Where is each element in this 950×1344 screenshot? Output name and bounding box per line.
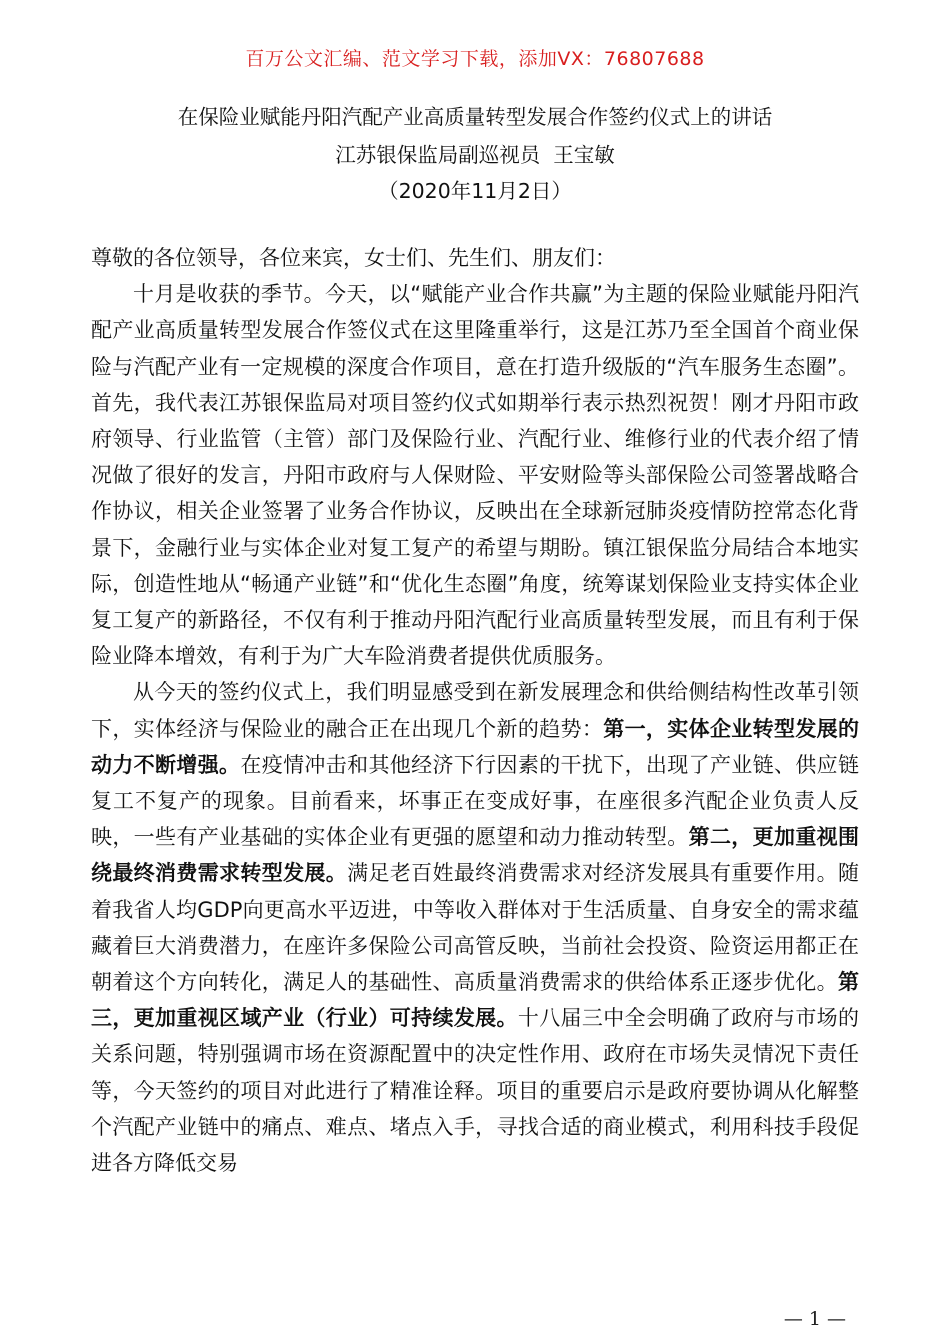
- promo-banner: 百万公文汇编、范文学习下载，添加VX：76807688: [245, 48, 705, 70]
- paragraph-2-intro: 从今天的签约仪式上，我们明显感受到在新发展理念和供给侧结构性改革引领下，实体经济与保险业的融合正在出现几个新的趋势：: [91, 680, 859, 741]
- trend-3-heading: 第三，更加重视区域产业（行业）可持续发展。: [91, 970, 859, 1031]
- speech-title: 在保险业赋能丹阳汽配产业高质量转型发展合作签约仪式上的讲话: [177, 105, 773, 129]
- paragraph-2: [91, 674, 859, 1181]
- speech-date: （2020年11月2日）: [378, 179, 572, 203]
- trend-1-text: 在疫情冲击和其他经济下行因素的干扰下，出现了产业链、供应链复工不复产的现象。目前看来，坏事正在变成好事，在座很多汽配企业负责人反映，一些有产业基础的实体企业有更强的愿望和动力推动转型。: [91, 752, 860, 850]
- speaker-line: 江苏银保监局副巡视员 王宝敏: [335, 143, 615, 167]
- paragraph-1: 十月是收获的季节。今天，以“赋能产业合作共赢”为主题的保险业赋能丹阳汽配产业高质量转型发展合作签仪式在这里隆重举行，这是江苏乃至全国首个商业保险与汽配产业有一定规模的深度合作项目，意在打造升级版的“汽车服务生态圈”。首先，我代表江苏银保监局对项目签约仪式如期举行表示热烈祝贺！刚才丹阳市政府领导、行业监管（主管）部门及保险行业、汽配行业、维修行业的代表介绍了情况做了很好的发言，丹阳市政府与人保财险、平安财险等头部保险公司签署战略合作协议，相关企业签署了业务合作协议，反映出在全球新冠肺炎疫情防控常态化背景下，金融行业与实体企业对复工复产的希望与期盼。镇江银保监分局结合本地实际，创造性地从“畅通产业链”和“优化生态圈”角度，统筹谋划保险业支持实体企业复工复产的新路径，不仅有利于推动丹阳汽配行业高质量转型发展，而且有利于保险业降本增效，有利于为广大车险消费者提供优质服务。: [91, 282, 859, 669]
- trend-1-heading: 第一，实体企业转型发展的动力不断增强。: [91, 716, 860, 777]
- page-number: — 1 —: [783, 1308, 846, 1330]
- trend-2-text: 满足老百姓最终消费需求对经济发展具有重要作用。随着我省人均GDP向更高水平迈进，中等收入群体对于生活质量、自身安全的需求蕴藏着巨大消费潜力，在座许多保险公司高管反映，当前社会投资、险资运用都正在朝着这个方向转化，满足人的基础性、高质量消费需求的供给体系正逐步优化。: [91, 861, 860, 995]
- trend-2-heading: 第二，更加重视围绕最终消费需求转型发展。: [91, 825, 860, 886]
- salutation: 尊敬的各位领导，各位来宾，女士们、先生们、朋友们：: [91, 246, 616, 270]
- speech-body: [91, 240, 859, 1181]
- trend-3-text: 十八届三中全会明确了政府与市场的关系问题，特别强调市场在资源配置中的决定性作用、政府在市场失灵情况下责任等，今天签约的项目对此进行了精准诠释。项目的重要启示是政府要协调从化解整个汽配产业链中的痛点、难点、堵点入手，寻找合适的商业模式，利用科技手段促进各方降低交易: [91, 1006, 860, 1176]
